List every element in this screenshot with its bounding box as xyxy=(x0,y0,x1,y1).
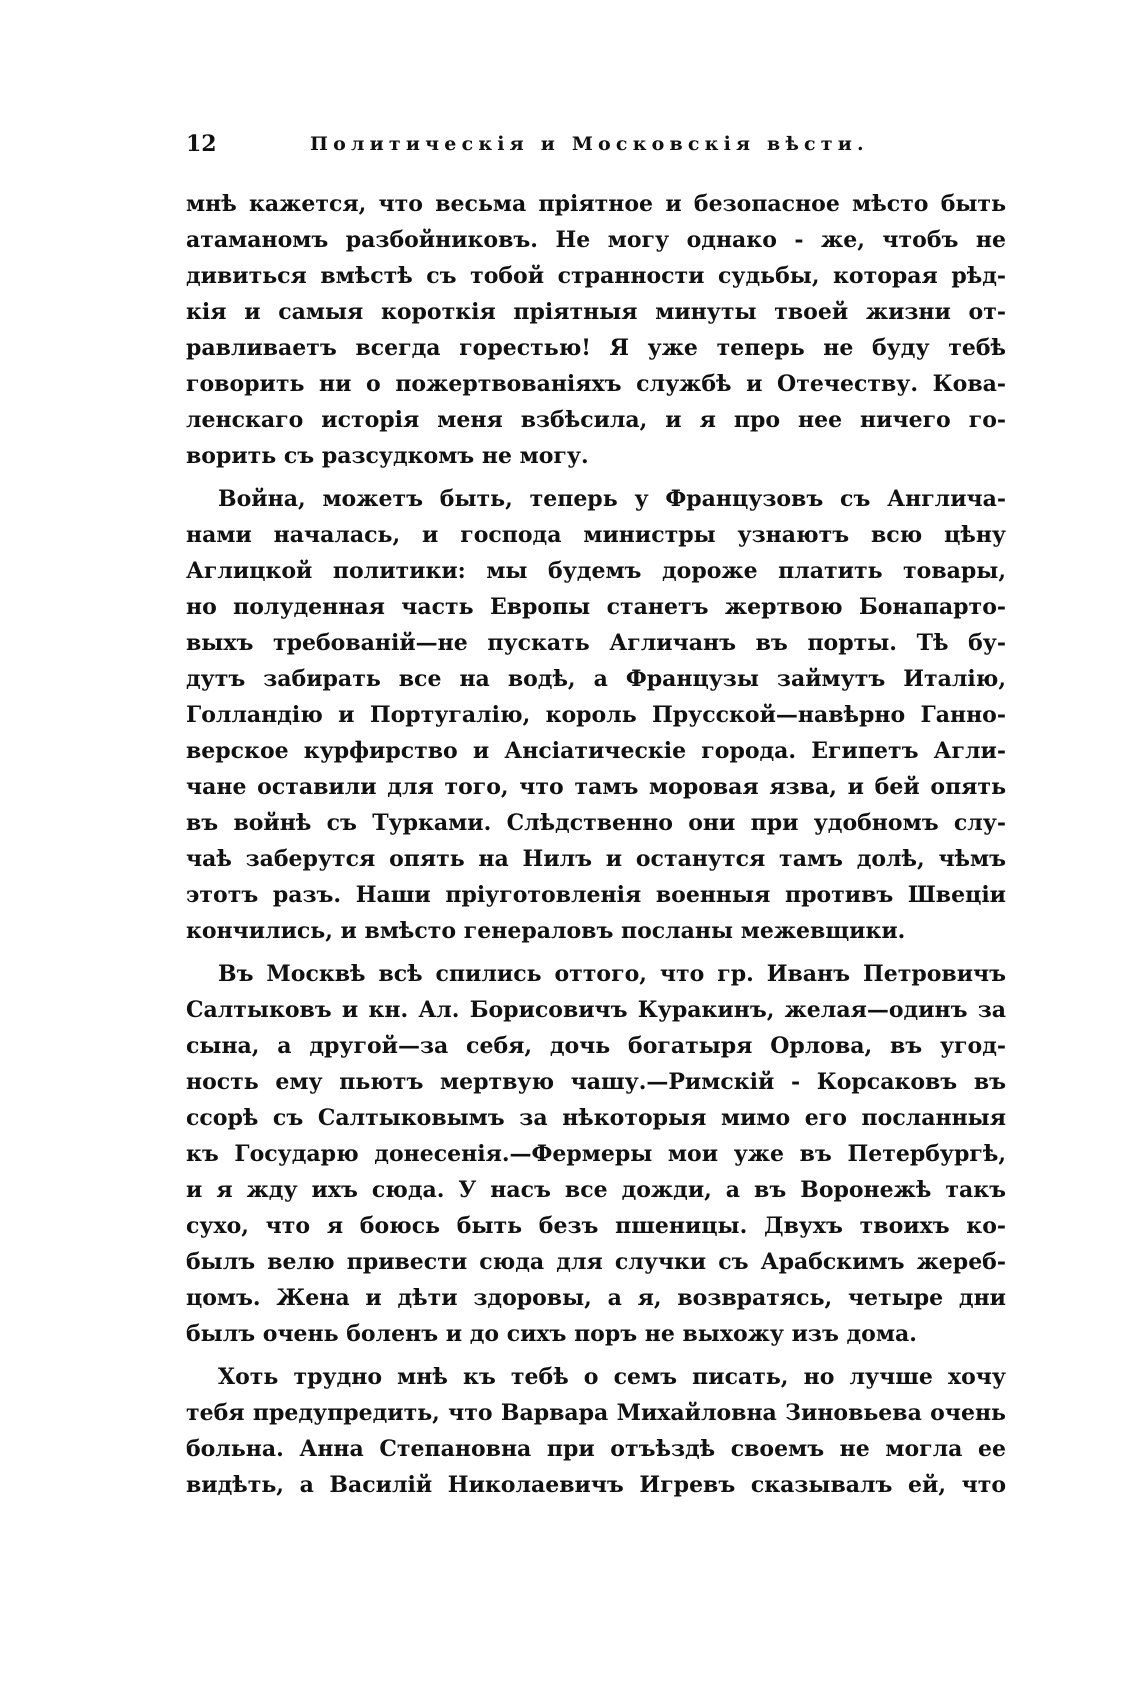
text-line: ленскаго исторія меня взбѣсила, и я про нее ничего го- xyxy=(186,407,1006,433)
text-line: нами началась, и господа министры узнаютъ всю цѣну xyxy=(186,522,1006,548)
paragraph-1 xyxy=(186,186,1006,474)
text-line: былъ очень боленъ и до сихъ поръ не выхожу изъ дома. xyxy=(186,1321,917,1347)
paragraph-3 xyxy=(186,956,1006,1352)
paragraph-2 xyxy=(186,481,1006,949)
text-line: тебя предупредить, что Варвара Михайловна Зиновьева очень xyxy=(186,1400,1006,1426)
text-line: Въ Москвѣ всѣ спились оттого, что гр. Иванъ Петровичъ xyxy=(218,961,1006,987)
text-line: равливаетъ всегда горестью! Я уже теперь не буду тебѣ xyxy=(186,335,1006,361)
text-line: мнѣ кажется, что весьма пріятное и безопасное мѣсто быть xyxy=(186,191,1006,217)
page-header xyxy=(186,126,1006,162)
text-line: говорить ни о пожертвованіяхъ службѣ и Отечеству. Кова- xyxy=(186,371,1006,397)
text-line: сухо, что я боюсь быть безъ пшеницы. Двухъ твоихъ ко- xyxy=(186,1213,1006,1239)
text-line: кончились, и вмѣсто генераловъ посланы межевщики. xyxy=(186,918,906,944)
text-line: чаѣ заберутся опять на Нилъ и останутся тамъ долѣ, чѣмъ xyxy=(186,846,1006,872)
text-line: въ войнѣ съ Турками. Слѣдственно они при удобномъ слу- xyxy=(186,810,1006,836)
text-line: цомъ. Жена и дѣти здоровы, а я, возвратясь, четыре дни xyxy=(186,1285,1006,1311)
text-line: дивиться вмѣстѣ съ тобой странности судьбы, которая рѣд- xyxy=(186,263,1006,289)
text-line: Война, можетъ быть, теперь у Французовъ съ Англича- xyxy=(218,486,1006,512)
running-title: Политическія и Московскія вѣсти. xyxy=(310,133,869,155)
text-line: сына, а другой—за себя, дочь богатыря Орлова, въ угод- xyxy=(186,1033,1006,1059)
text-line: Салтыковъ и кн. Ал. Борисовичъ Куракинъ, желая—одинъ за xyxy=(186,997,1006,1023)
text-line: Голландію и Португалію, король Прусской—навѣрно Ганно- xyxy=(186,702,1006,728)
text-line: дутъ забирать все на водѣ, а Французы займутъ Италію, xyxy=(186,666,1006,692)
text-line: больна. Анна Степановна при отъѣздѣ своемъ не могла ее xyxy=(186,1436,1006,1462)
text-line: но полуденная часть Европы станетъ жертвою Бонапарто- xyxy=(186,594,1006,620)
text-line: ворить съ разсудкомъ не могу. xyxy=(186,443,589,469)
text-line: этотъ разъ. Наши пріуготовленія военныя противъ Швеціи xyxy=(186,882,1006,908)
text-line: Хоть трудно мнѣ къ тебѣ о семъ писать, но лучше хочу xyxy=(218,1364,1006,1390)
text-line: ность ему пьютъ мертвую чашу.—Римскій - Корсаковъ въ xyxy=(186,1069,1006,1095)
text-line: ссорѣ съ Салтыковымъ за нѣкоторыя мимо его посланныя xyxy=(186,1105,1006,1131)
text-line: и я жду ихъ сюда. У насъ все дожди, а въ Воронежѣ такъ xyxy=(186,1177,1006,1203)
text-line: чане оставили для того, что тамъ моровая язва, и бей опять xyxy=(186,774,1006,800)
text-line: атаманомъ разбойниковъ. Не могу однако - же, чтобъ не xyxy=(186,227,1006,253)
text-line: Аглицкой политики: мы будемъ дороже платить товары, xyxy=(186,558,1006,584)
body-text xyxy=(186,186,1006,1503)
text-line: видѣть, а Василій Николаевичъ Игревъ сказывалъ ей, что xyxy=(186,1472,1006,1498)
text-line: къ Государю донесенія.—Фермеры мои уже въ Петербургѣ, xyxy=(186,1141,1006,1167)
text-line: выхъ требованій—не пускать Агличанъ въ порты. Тѣ бу- xyxy=(186,630,1006,656)
text-line: кія и самыя короткія пріятныя минуты твоей жизни от- xyxy=(186,299,1006,325)
page-number: 12 xyxy=(186,131,217,157)
paragraph-4 xyxy=(186,1359,1006,1503)
text-line: верское курфирство и Ансіатическіе города. Египетъ Агли- xyxy=(186,738,1006,764)
text-line: былъ велю привести сюда для случки съ Арабскимъ жереб- xyxy=(186,1249,1006,1275)
